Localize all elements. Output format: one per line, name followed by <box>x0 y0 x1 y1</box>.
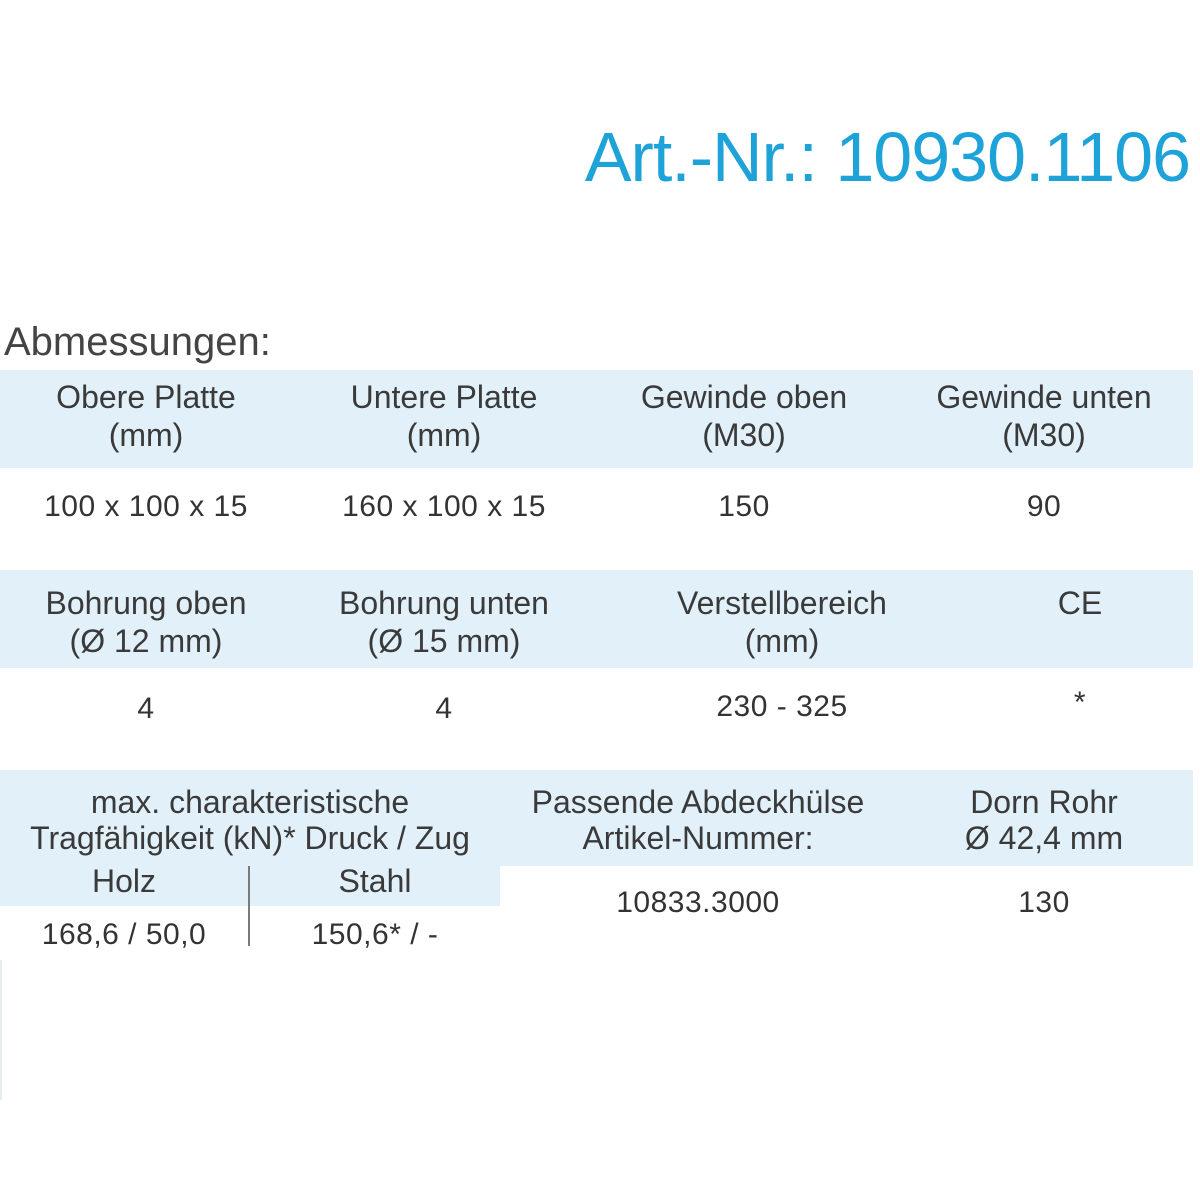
header-stahl: Stahl <box>338 863 412 899</box>
value-bohrung-unten: 4 <box>435 692 453 725</box>
value-bohrung-oben: 4 <box>137 692 155 725</box>
header-holz: Holz <box>91 863 156 899</box>
header-dorn-rohr: Dorn Rohr Ø 42,4 mm <box>964 784 1124 856</box>
header-gewinde-unten: Gewinde unten (M30) <box>936 379 1152 453</box>
value-obere-platte: 100 x 100 x 15 <box>44 490 248 523</box>
value-untere-platte: 160 x 100 x 15 <box>342 490 546 523</box>
value-abdeckhuelse: 10833.3000 <box>616 886 780 919</box>
value-dorn-rohr: 130 <box>1018 886 1070 919</box>
header-verstellbereich: Verstellbereich (mm) <box>677 585 887 659</box>
value-verstellbereich: 230 - 325 <box>716 690 848 723</box>
header-untere-platte: Untere Platte (mm) <box>350 379 538 453</box>
value-gewinde-unten: 90 <box>1026 490 1062 523</box>
value-gewinde-oben: 150 <box>718 490 770 523</box>
header-abdeckhuelse: Passende Abdeckhülse Artikel-Nummer: <box>531 784 865 856</box>
header-obere-platte: Obere Platte (mm) <box>56 379 236 453</box>
header-tragfaehigkeit: max. charakteristische Tragfähigkeit (kN)* Druck / Zug <box>30 784 470 856</box>
section-title: Abmessungen: <box>4 320 271 364</box>
value-stahl: 150,6* / - <box>311 918 439 951</box>
header-bohrung-oben: Bohrung oben (Ø 12 mm) <box>45 585 247 659</box>
header-bohrung-unten: Bohrung unten (Ø 15 mm) <box>339 585 549 659</box>
header-ce: CE <box>1057 585 1103 621</box>
article-number: Art.-Nr.: 10930.1106 <box>584 118 1190 196</box>
value-ce: * <box>1073 686 1087 719</box>
left-edge-line <box>0 960 2 1100</box>
value-holz: 168,6 / 50,0 <box>41 918 207 951</box>
header-gewinde-oben: Gewinde oben (M30) <box>640 379 848 453</box>
